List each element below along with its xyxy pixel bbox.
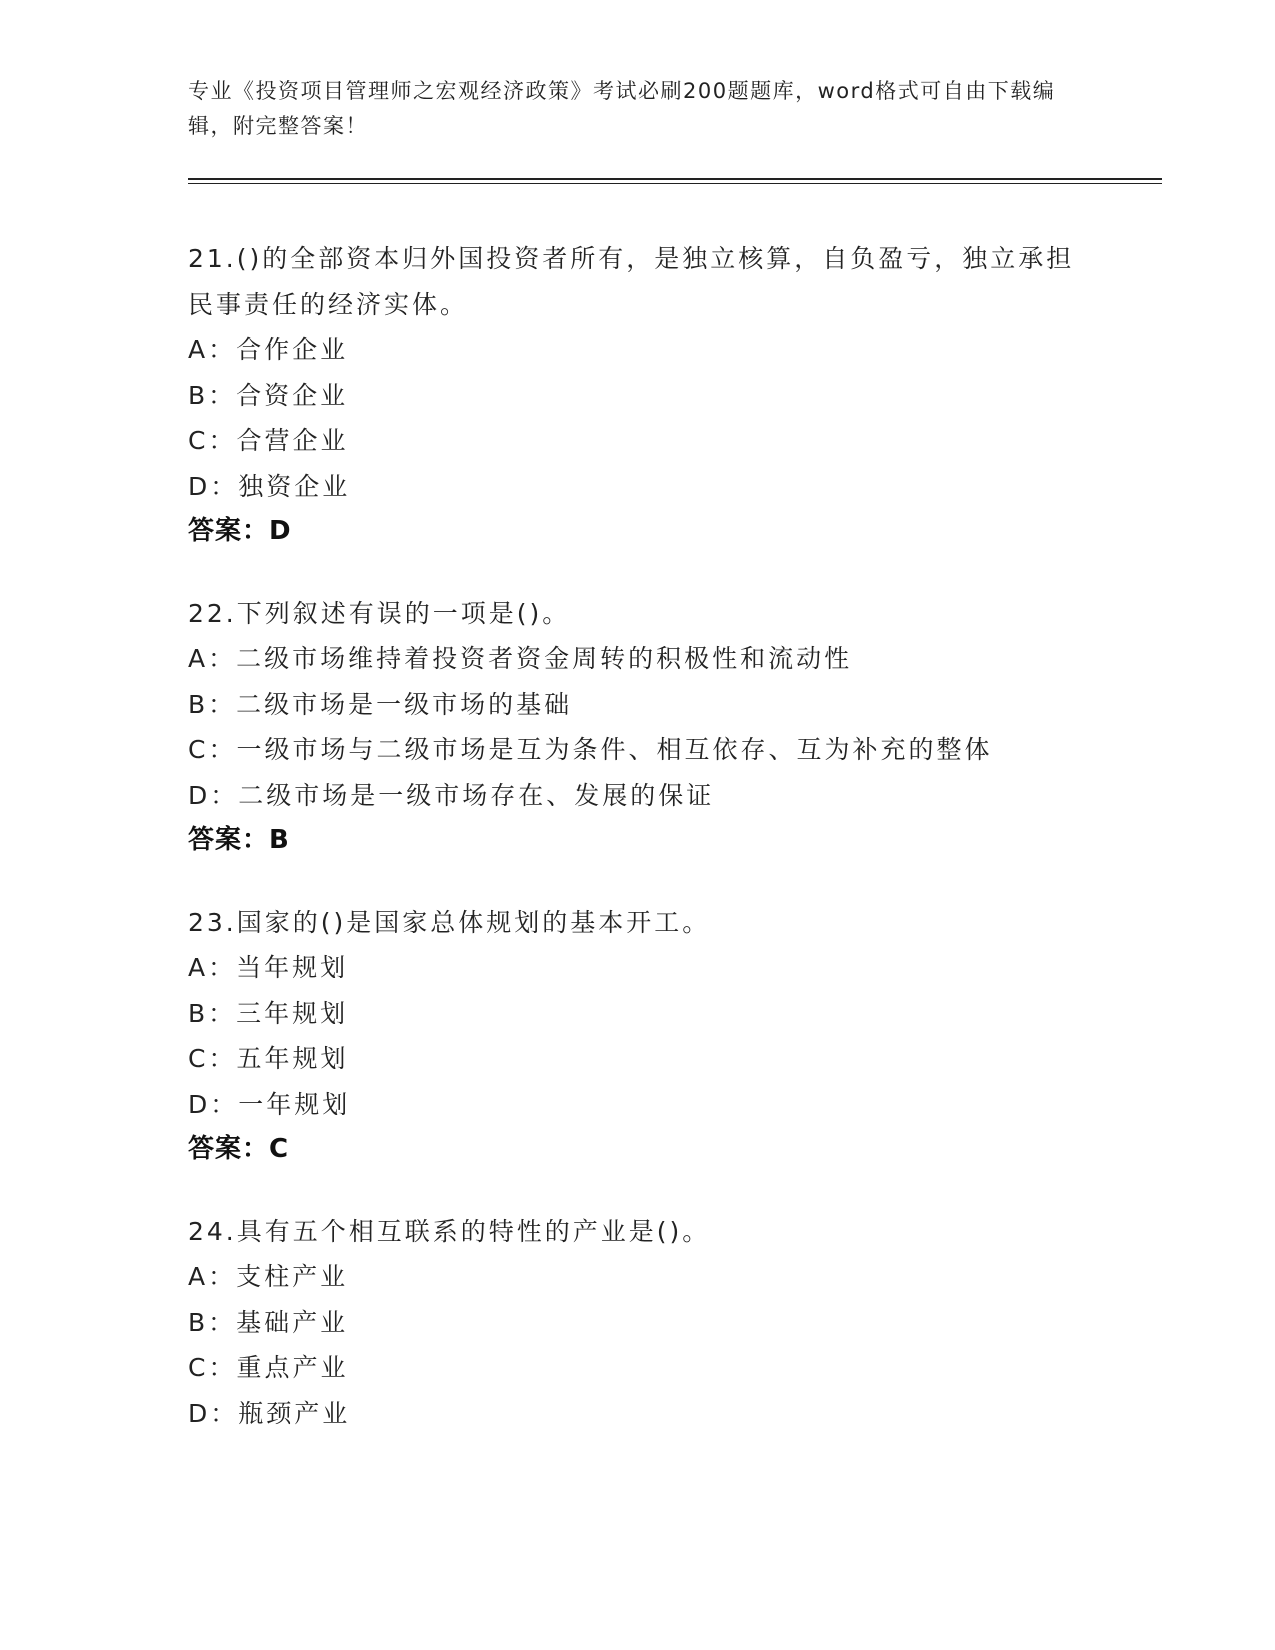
question-22 bbox=[188, 591, 1088, 864]
option-c: C：一级市场与二级市场是互为条件、相互依存、互为补充的整体 bbox=[188, 735, 993, 764]
question-stem: 22.下列叙述有误的一项是()。 bbox=[188, 598, 571, 628]
question-stem: 21.()的全部资本归外国投资者所有，是独立核算，自负盈亏，独立承担民事责任的经济实体。 bbox=[188, 244, 1075, 319]
option-b: B：基础产业 bbox=[188, 1307, 349, 1337]
option-a: A：合作企业 bbox=[188, 335, 349, 364]
answer: 答案：D bbox=[188, 516, 292, 546]
option-d: D：瓶颈产业 bbox=[188, 1398, 351, 1428]
question-21 bbox=[188, 236, 1088, 555]
answer: 答案：B bbox=[188, 825, 290, 855]
option-d: D：独资企业 bbox=[188, 471, 351, 501]
question-list bbox=[188, 236, 1088, 1472]
header-divider bbox=[188, 178, 1162, 184]
option-a: A：当年规划 bbox=[188, 953, 349, 982]
option-d: D：二级市场是一级市场存在、发展的保证 bbox=[188, 780, 715, 810]
option-a: A：二级市场维持着投资者资金周转的积极性和流动性 bbox=[188, 644, 853, 673]
question-stem: 23.国家的()是国家总体规划的基本开工。 bbox=[188, 907, 711, 937]
option-b: B：二级市场是一级市场的基础 bbox=[188, 689, 573, 719]
question-23 bbox=[188, 900, 1088, 1173]
option-c: C：五年规划 bbox=[188, 1044, 349, 1073]
option-c: C：重点产业 bbox=[188, 1353, 349, 1382]
option-a: A：支柱产业 bbox=[188, 1262, 349, 1291]
answer: 答案：C bbox=[188, 1134, 290, 1164]
question-24 bbox=[188, 1209, 1088, 1437]
option-b: B：合资企业 bbox=[188, 380, 349, 410]
option-d: D：一年规划 bbox=[188, 1089, 351, 1119]
option-c: C：合营企业 bbox=[188, 426, 349, 455]
option-b: B：三年规划 bbox=[188, 998, 349, 1028]
question-stem: 24.具有五个相互联系的特性的产业是()。 bbox=[188, 1216, 711, 1246]
document-header: 专业《投资项目管理师之宏观经济政策》考试必刷200题题库，word格式可自由下载编辑，附完整答案！ bbox=[188, 79, 1056, 138]
